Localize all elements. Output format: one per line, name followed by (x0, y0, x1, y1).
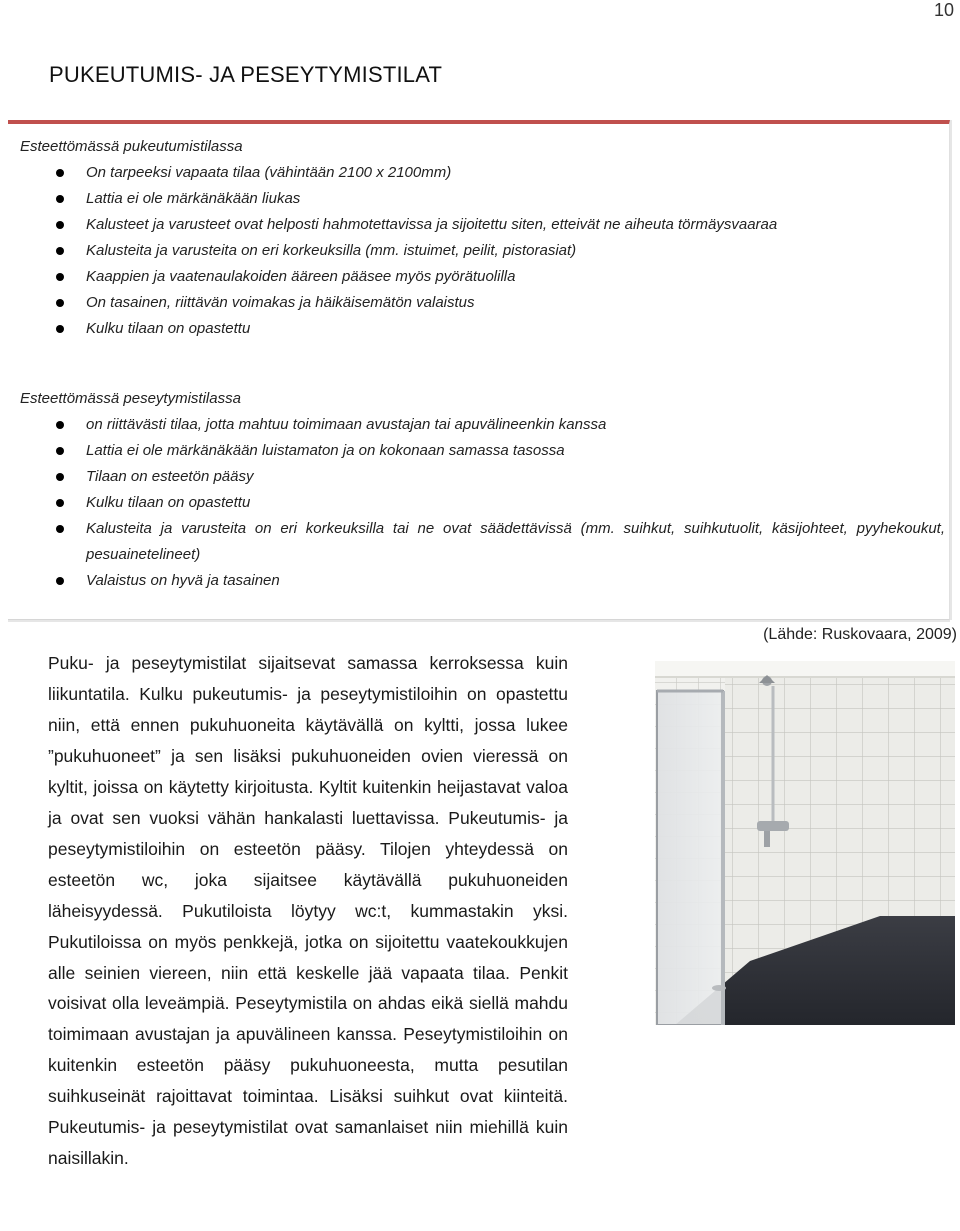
list-item-text: Kulku tilaan on opastettu (86, 494, 251, 511)
bullet-icon (56, 525, 64, 533)
page-title: PUKEUTUMIS- JA PESEYTYMISTILAT (49, 62, 443, 87)
bullet-icon (56, 499, 64, 507)
bullet-icon (56, 169, 64, 177)
list-item (20, 290, 945, 316)
list-item-text: Valaistus on hyvä ja tasainen (86, 572, 280, 589)
washing-room-heading: Esteettömässä peseytymistilassa (20, 390, 241, 407)
washing-room-criteria (20, 386, 945, 594)
list-item (20, 212, 945, 238)
list-item-text: Lattia ei ole märkänäkään liukas (86, 190, 301, 207)
bullet-icon (56, 247, 64, 255)
list-item-text: Kaappien ja vaatenaulakoiden ääreen pääsee myös pyörätuolilla (86, 268, 516, 285)
list-item-text: On tasainen, riittävän voimakas ja häikäisemätön valaistus (86, 294, 475, 311)
shower-room-photo (655, 661, 955, 1025)
list-item (20, 490, 945, 516)
bullet-icon (56, 577, 64, 585)
list-item (20, 160, 945, 186)
bullet-icon (56, 325, 64, 333)
bullet-icon (56, 299, 64, 307)
dressing-room-list (20, 160, 945, 342)
list-item-text: Kalusteita ja varusteita on eri korkeuksilla tai ne ovat säädettävissä (mm. suihkut, suihkutuolit, käsijohteet, pyyhekoukut, pesuainetelineet) (86, 520, 945, 563)
list-item (20, 186, 945, 212)
list-item (20, 238, 945, 264)
list-item (20, 264, 945, 290)
list-item-text: Lattia ei ole märkänäkään luistamaton ja on kokonaan samassa tasossa (86, 442, 565, 459)
list-item-text: Kalusteet ja varusteet ovat helposti hahmotettavissa ja sijoitettu siten, etteivät ne aiheuta törmäysvaaraa (86, 216, 778, 233)
list-item-text: Tilaan on esteetön pääsy (86, 468, 254, 485)
list-item-text: On tarpeeksi vapaata tilaa (vähintään 2100 x 2100mm) (86, 164, 452, 181)
source-citation: (Lähde: Ruskovaara, 2009) (763, 626, 957, 643)
page-number: 10 (933, 0, 954, 20)
bullet-icon (56, 221, 64, 229)
list-item (20, 516, 945, 568)
list-item (20, 438, 945, 464)
bullet-icon (56, 473, 64, 481)
dressing-room-criteria (20, 134, 945, 342)
list-item-text: Kalusteita ja varusteita on eri korkeuksilla (mm. istuimet, peilit, pistorasiat) (86, 242, 577, 259)
washing-room-list (20, 412, 945, 594)
body-paragraph: Puku- ja peseytymistilat sijaitsevat samassa kerroksessa kuin liikuntatila. Kulku pukeutumis- ja peseytymistiloihin on opastettu niin, että ennen pukuhuoneita käytävällä on kyltti, jossa lukee ”pukuhuoneet” ja sen lisäksi pukuhuoneiden ovien vieressä on kyltit, joissa on käytetty kirjoitusta. Kyltit kuitenkin heijastavat valoa ja ovat sen vuoksi vähän hankalasti luettavissa. Pukeutumis- ja peseytymistiloihin on esteetön pääsy. Tilojen yhteydessä on esteetön wc, joka sijaitsee käytävällä pukuhuoneiden läheisyydessä. Pukutiloista löytyy wc:t, kummastakin yksi. Pukutiloissa on myös penkkejä, jotka on sijoitettu vaatekoukkujen alle seinien viereen, niin että keskelle jää vapaata tilaa. Penkit voisivat olla leveämpiä. Peseytymistila on ahdas eikä siellä mahdu toimimaan avustajan ja apuvälineen kanssa. Peseytymistiloihin on kuitenkin esteetön pääsy pukuhuoneesta, mutta pesutilan suihkuseinät rajoittavat toimintaa. Lisäksi suihkut ovat kiinteitä. Pukeutumis- ja peseytymistilat ovat samanlaiset niin miehillä kuin naisillakin. (48, 653, 568, 1169)
list-item (20, 412, 945, 438)
accessibility-criteria-box (8, 120, 950, 620)
list-item (20, 316, 945, 342)
list-item-text: on riittävästi tilaa, jotta mahtuu toimimaan avustajan tai apuvälineenkin kanssa (86, 416, 607, 433)
list-item (20, 568, 945, 594)
bullet-icon (56, 421, 64, 429)
list-item (20, 464, 945, 490)
list-item-text: Kulku tilaan on opastettu (86, 320, 251, 337)
bullet-icon (56, 447, 64, 455)
dressing-room-heading: Esteettömässä pukeutumistilassa (20, 138, 243, 155)
bullet-icon (56, 273, 64, 281)
bullet-icon (56, 195, 64, 203)
